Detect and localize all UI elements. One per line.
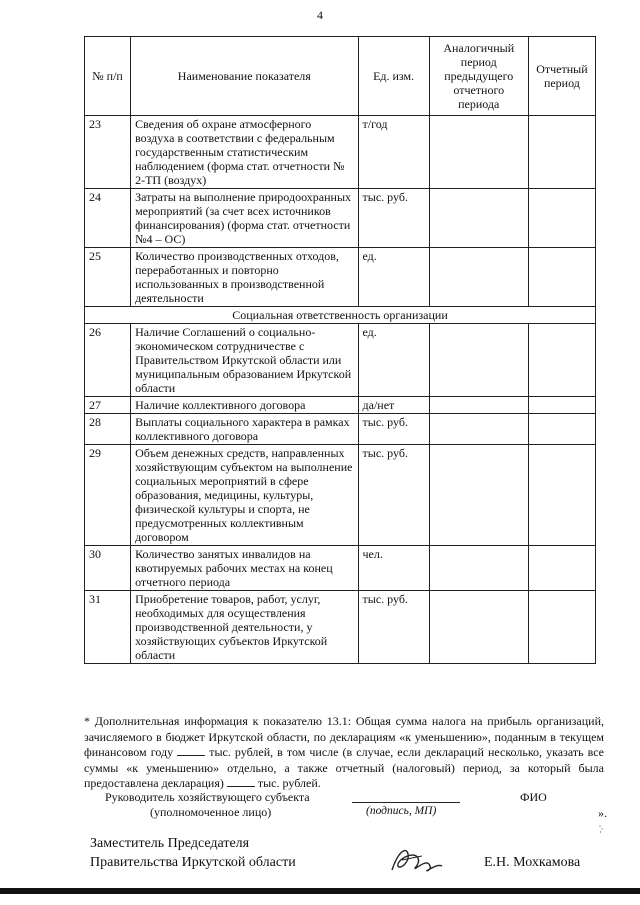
row-name: Наличие Соглашений о социально-экономическом сотрудничестве с Правительством Иркутской области или муниципальным образованием Иркутской области bbox=[131, 324, 358, 397]
handwritten-signature-icon bbox=[388, 840, 444, 880]
signature-underline bbox=[352, 802, 460, 803]
table-row bbox=[85, 248, 596, 307]
deputy-title-line2: Правительства Иркутской области bbox=[90, 855, 296, 870]
row-cur-value bbox=[528, 397, 595, 414]
row-name: Сведения об охране атмосферного воздуха в соответствии с федеральным государственным статистическим наблюдением (форма стат. отчетности № 2-ТП (воздух) bbox=[131, 116, 358, 189]
row-unit: чел. bbox=[358, 546, 429, 591]
row-num: 28 bbox=[85, 414, 131, 445]
row-num: 27 bbox=[85, 397, 131, 414]
row-cur-value bbox=[528, 414, 595, 445]
fio-label: ФИО bbox=[520, 790, 547, 804]
row-unit: тыс. руб. bbox=[358, 189, 429, 248]
table-row bbox=[85, 116, 596, 189]
row-prev-value bbox=[429, 116, 528, 189]
table-row bbox=[85, 189, 596, 248]
blank-field bbox=[177, 745, 205, 756]
row-name: Приобретение товаров, работ, услуг, необходимых для осуществления производственной деятельности, у хозяйствующих субъектов Иркутской области bbox=[131, 591, 358, 664]
table-row bbox=[85, 324, 596, 397]
header-prev-period: Аналогичный период предыдущего отчетного периода bbox=[429, 37, 528, 116]
row-name: Количество занятых инвалидов на квотируемых рабочих местах на конец отчетного периода bbox=[131, 546, 358, 591]
indicators-table bbox=[84, 36, 596, 664]
row-unit: тыс. руб. bbox=[358, 591, 429, 664]
row-prev-value bbox=[429, 591, 528, 664]
row-num: 23 bbox=[85, 116, 131, 189]
signature-caption: (подпись, МП) bbox=[366, 805, 437, 817]
head-title-line1: Руководитель хозяйствующего субъекта bbox=[105, 790, 310, 804]
row-cur-value bbox=[528, 324, 595, 397]
section-row bbox=[85, 307, 596, 324]
row-cur-value bbox=[528, 116, 595, 189]
row-prev-value bbox=[429, 189, 528, 248]
row-cur-value bbox=[528, 248, 595, 307]
table-header-row bbox=[85, 37, 596, 116]
row-prev-value bbox=[429, 397, 528, 414]
table-row bbox=[85, 591, 596, 664]
row-prev-value bbox=[429, 445, 528, 546]
row-cur-value bbox=[528, 189, 595, 248]
row-cur-value bbox=[528, 591, 595, 664]
row-cur-value bbox=[528, 445, 595, 546]
header-current-period: Отчетный период bbox=[528, 37, 595, 116]
row-name: Объем денежных средств, направленных хозяйствующим субъектом на выполнение социальных мероприятий в сфере образования, медицины, культуры, физической культуры и спорта, не предусмотренных коллективным договором bbox=[131, 445, 358, 546]
row-unit: ед. bbox=[358, 248, 429, 307]
row-name: Выплаты социального характера в рамках коллективного договора bbox=[131, 414, 358, 445]
row-prev-value bbox=[429, 248, 528, 307]
table-row bbox=[85, 414, 596, 445]
row-unit: ед. bbox=[358, 324, 429, 397]
blank-field bbox=[227, 776, 255, 787]
header-num: № п/п bbox=[85, 37, 131, 116]
head-title-line2: (уполномоченное лицо) bbox=[150, 805, 272, 819]
footnote-part3: тыс. рублей. bbox=[257, 776, 321, 790]
table-row bbox=[85, 546, 596, 591]
table-row bbox=[85, 397, 596, 414]
bottom-border bbox=[0, 888, 640, 894]
row-num: 31 bbox=[85, 591, 131, 664]
footnote bbox=[84, 714, 604, 792]
row-unit: да/нет bbox=[358, 397, 429, 414]
header-unit: Ед. изм. bbox=[358, 37, 429, 116]
table-row bbox=[85, 445, 596, 546]
row-name: Количество производственных отходов, переработанных и повторно использованных в производственной деятельности bbox=[131, 248, 358, 307]
footnote-part1: * Дополнительная информация к показателю 13.1: Общая сумма налога на прибыль организаций, зачисляемого в бюджет Иркутской области, по декларациям «к уменьшению», поданным в текущем финансовом году bbox=[84, 714, 604, 759]
row-unit: т/год bbox=[358, 116, 429, 189]
scan-speck-icon bbox=[598, 824, 604, 834]
row-name: Затраты на выполнение природоохранных мероприятий (за счет всех источников финансирования) (форма стат. отчетности №4 – ОС) bbox=[131, 189, 358, 248]
row-prev-value bbox=[429, 546, 528, 591]
row-num: 26 bbox=[85, 324, 131, 397]
deputy-title-line1: Заместитель Председателя bbox=[90, 836, 250, 851]
row-prev-value bbox=[429, 324, 528, 397]
row-unit: тыс. руб. bbox=[358, 445, 429, 546]
page-number: 4 bbox=[317, 8, 323, 22]
row-unit: тыс. руб. bbox=[358, 414, 429, 445]
deputy-name: Е.Н. Мохкамова bbox=[484, 855, 581, 870]
closing-quote: ». bbox=[598, 806, 607, 820]
row-name: Наличие коллективного договора bbox=[131, 397, 358, 414]
footnote-part2: тыс. рублей, в том числе (в случае, если деклараций несколько, указать все суммы «к уменьшению» отдельно, а также отчетный (налоговый) период, за который была предоставлена декларация) bbox=[84, 745, 605, 790]
row-num: 30 bbox=[85, 546, 131, 591]
row-num: 29 bbox=[85, 445, 131, 546]
header-name: Наименование показателя bbox=[131, 37, 358, 116]
row-cur-value bbox=[528, 546, 595, 591]
section-title: Социальная ответственность организации bbox=[85, 307, 596, 324]
row-num: 24 bbox=[85, 189, 131, 248]
row-num: 25 bbox=[85, 248, 131, 307]
row-prev-value bbox=[429, 414, 528, 445]
